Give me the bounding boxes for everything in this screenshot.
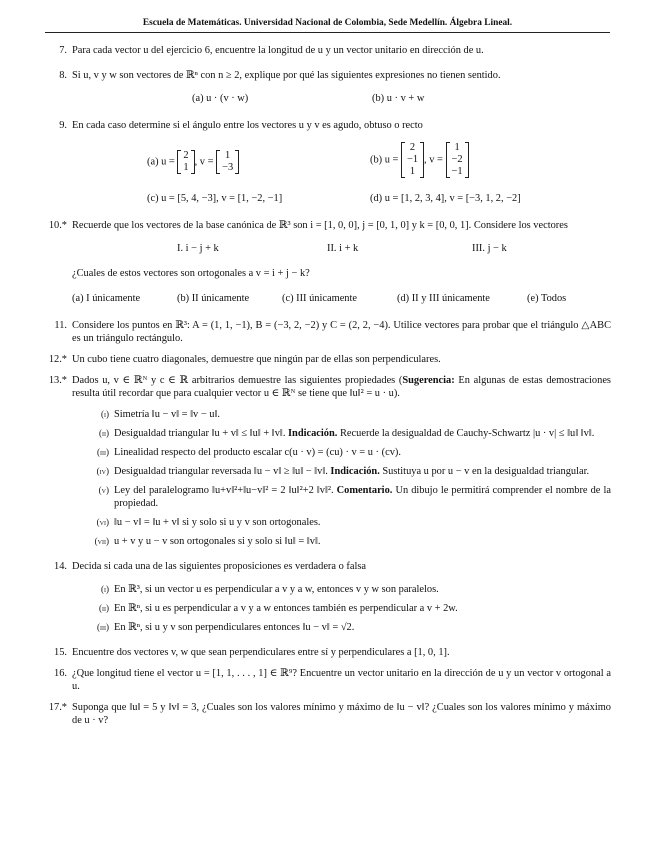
property-list (72, 408, 611, 548)
exercise-text: Dados u, v ∈ ℝᴺ y c ∈ ℝ arbitrarios demuestre las siguientes propiedades ( (72, 375, 403, 386)
exercise-8-options (72, 92, 611, 105)
exercise-11 (45, 319, 611, 345)
roman-numeral: (ii) (99, 603, 109, 613)
property-item (72, 408, 611, 421)
option-b: (b) II únicamente (177, 293, 250, 304)
matrix-entry: 1 (183, 162, 189, 173)
roman-numeral: (vi) (96, 517, 109, 527)
roman-numeral: (iii) (97, 447, 109, 457)
exercise-text: Suponga que ‖u‖ = 5 y ‖v‖ = 3, ¿Cuales son los valores mínimo y máximo de ‖u − v‖? ¿Cuales son los valores mínimo y máximo de u · v? (72, 702, 611, 726)
roman-numeral: (i) (101, 584, 109, 594)
exercise-number: 8. (59, 70, 67, 81)
exercise-number: 15. (54, 647, 67, 658)
property-item (72, 516, 611, 529)
exercise-text: Recuerde que los vectores de la base canónica de ℝ³ son i = [1, 0, 0], j = [0, 1, 0] y k = [0, 0, 1]. Considere los vectores (72, 220, 568, 231)
exercise-15 (45, 646, 611, 659)
matrix-entry: 1 (409, 166, 416, 177)
proposition-item (72, 583, 611, 596)
indication-label: Indicación. (288, 428, 338, 439)
matrix-entry: 2 (409, 142, 416, 153)
exercise-text: Considere los puntos en ℝ³: A = (1, 1, −1), B = (−3, 2, −2) y C = (2, 2, −4). Utilice vectores para probar que el triángulo △ABC es un triángulo rectángulo. (72, 320, 611, 344)
property-item (72, 465, 611, 478)
exercise-number: 10.* (48, 220, 67, 231)
matrix-a-v (216, 150, 239, 174)
matrix-entry: −1 (406, 154, 419, 165)
suggestion-label: Sugerencia: (402, 375, 455, 386)
exercise-text-cont: En algunas de estas demostraciones resulta útil recordar que para cualquier vector u ∈ ℝᴺ se tiene que ‖u‖² = u · u). (72, 375, 611, 399)
exercise-17 (45, 701, 611, 727)
exercise-7 (45, 44, 611, 57)
option-c: (c) III únicamente (282, 293, 357, 304)
vector-I: I. i − j + k (177, 243, 219, 254)
exercise-text: Encuentre dos vectores v, w que sean perpendiculares entre sí y perpendiculares a [1, 0, 1]. (72, 647, 450, 658)
option-c: (c) u = [5, 4, −3], v = [1, −2, −1] (147, 193, 283, 204)
exercise-10-vectors (72, 242, 611, 255)
exercise-text: Un cubo tiene cuatro diagonales, demuestre que ningún par de ellas son perpendiculares. (72, 354, 441, 365)
proposition-item (72, 621, 611, 634)
property-item (72, 446, 611, 459)
exercise-number: 12.* (48, 354, 67, 365)
exercise-12 (45, 353, 611, 366)
matrix-entry: −2 (451, 154, 463, 165)
vector-II: II. i + k (327, 243, 359, 254)
exercise-list (45, 44, 611, 727)
option-d: (d) II y III únicamente (397, 293, 490, 304)
exercise-14 (45, 560, 611, 634)
proposition-text: En ℝⁿ, si u y v son perpendiculares entonces ‖u − v‖ = √2. (114, 622, 355, 633)
exercise-10-options (72, 292, 611, 305)
roman-numeral: (ii) (99, 428, 109, 438)
exercise-number: 7. (59, 45, 67, 56)
proposition-text: En ℝ³, si un vector u es perpendicular a v y a w, entonces v y w son paralelos. (114, 584, 439, 595)
roman-numeral: (vii) (94, 536, 109, 546)
property-text-cont: Recuerde la desigualdad de Cauchy-Schwartz |u · v| ≤ ‖u‖ ‖v‖. (337, 428, 595, 439)
exercise-16 (45, 667, 611, 693)
exercise-text: Si u, v y w son vectores de ℝⁿ con n ≥ 2, explique por qué las siguientes expresiones no tienen sentido. (72, 70, 501, 81)
exercise-number: 16. (54, 668, 67, 679)
matrix-entry: −3 (222, 162, 234, 173)
page-header: Escuela de Matemáticas. Universidad Nacional de Colombia, Sede Medellín. Álgebra Lineal. (45, 14, 610, 33)
property-text: Desigualdad triangular reversada ‖u − v‖ ≥ ‖u‖ − ‖v‖. (114, 466, 331, 477)
exercise-10 (45, 219, 611, 305)
roman-numeral: (i) (101, 409, 109, 419)
property-item (72, 484, 611, 510)
exercise-13 (45, 374, 611, 548)
property-text: u + v y u − v son ortogonales si y solo si ‖u‖ = ‖v‖. (114, 536, 321, 547)
property-text: Simetría ‖u − v‖ = ‖v − u‖. (114, 409, 221, 420)
proposition-item (72, 602, 611, 615)
option-b-label: (b) u = (370, 154, 399, 166)
matrix-a-u (177, 150, 194, 174)
matrix-entry: 1 (454, 142, 460, 153)
property-item (72, 535, 611, 548)
exercise-number: 14. (54, 561, 67, 572)
roman-numeral: (iv) (96, 466, 109, 476)
exercise-9-row2 (72, 192, 611, 205)
property-text-cont: Sustituya u por u − v en la desigualdad triangular. (379, 466, 590, 477)
option-a-label: (a) u = (147, 156, 175, 168)
exercise-text: ¿Que longitud tiene el vector u = [1, 1, . . . , 1] ∈ ℝ⁹? Encuentre un vector unitario en la dirección de u y un vector v ortogonal a u. (72, 668, 611, 692)
property-item (72, 427, 611, 440)
property-text: Ley del paralelogramo ‖u+v‖²+‖u−v‖² = 2 ‖u‖²+2 ‖v‖². (114, 485, 337, 496)
option-a: (a) u · (v · w) (192, 93, 249, 104)
exercise-9 (45, 119, 611, 205)
exercise-number: 11. (54, 320, 67, 331)
proposition-list (72, 583, 611, 634)
option-d: (d) u = [1, 2, 3, 4], v = [−3, 1, 2, −2] (370, 193, 521, 204)
vector-III: III. j − k (472, 243, 507, 254)
property-text-cont: Un dibujo le permitirá comprender el nombre de la propiedad. (114, 485, 611, 509)
indication-label: Indicación. (330, 466, 380, 477)
option-a (147, 150, 239, 174)
matrix-entry: 1 (225, 150, 231, 161)
roman-numeral: (v) (98, 485, 109, 495)
option-b-v-label: , v = (424, 154, 443, 166)
matrix-entry: 2 (183, 150, 189, 161)
property-text: ‖u − v‖ = ‖u + v‖ si y solo si u y v son ortogonales. (114, 517, 321, 528)
comment-label: Comentario. (336, 485, 393, 496)
option-b: (b) u · v + w (372, 93, 425, 104)
roman-numeral: (iii) (97, 622, 109, 632)
exercise-10-question: ¿Cuales de estos vectores son ortogonales a v = i + j − k? (72, 268, 310, 279)
matrix-b-u (401, 142, 424, 178)
exercise-number: 17.* (48, 702, 67, 713)
matrix-b-v (446, 142, 469, 178)
option-a-v-label: , v = (194, 156, 214, 168)
option-a: (a) I únicamente (72, 293, 141, 304)
matrix-entry: −1 (451, 166, 463, 177)
proposition-text: En ℝⁿ, si u es perpendicular a v y a w entonces también es perpendicular a v + 2w. (114, 603, 458, 614)
exercise-number: 13.* (48, 375, 67, 386)
option-b (370, 142, 469, 178)
exercise-number: 9. (59, 120, 67, 131)
option-e: (e) Todos (527, 293, 567, 304)
property-text: Desigualdad triangular ‖u + v‖ ≤ ‖u‖ + ‖v‖. (114, 428, 289, 439)
exercise-9-vectors (72, 142, 611, 186)
exercise-text: Decida si cada una de las siguientes proposiciones es verdadera o falsa (72, 561, 367, 572)
exercise-text: Para cada vector u del ejercicio 6, encuentre la longitud de u y un vector unitario en dirección de u. (72, 45, 484, 56)
exercise-text: En cada caso determine si el ángulo entre los vectores u y v es agudo, obtuso o recto (72, 120, 423, 131)
exercise-8 (45, 69, 611, 105)
property-text: Linealidad respecto del producto escalar c(u · v) = (cu) · v = u · (cv). (114, 447, 401, 458)
